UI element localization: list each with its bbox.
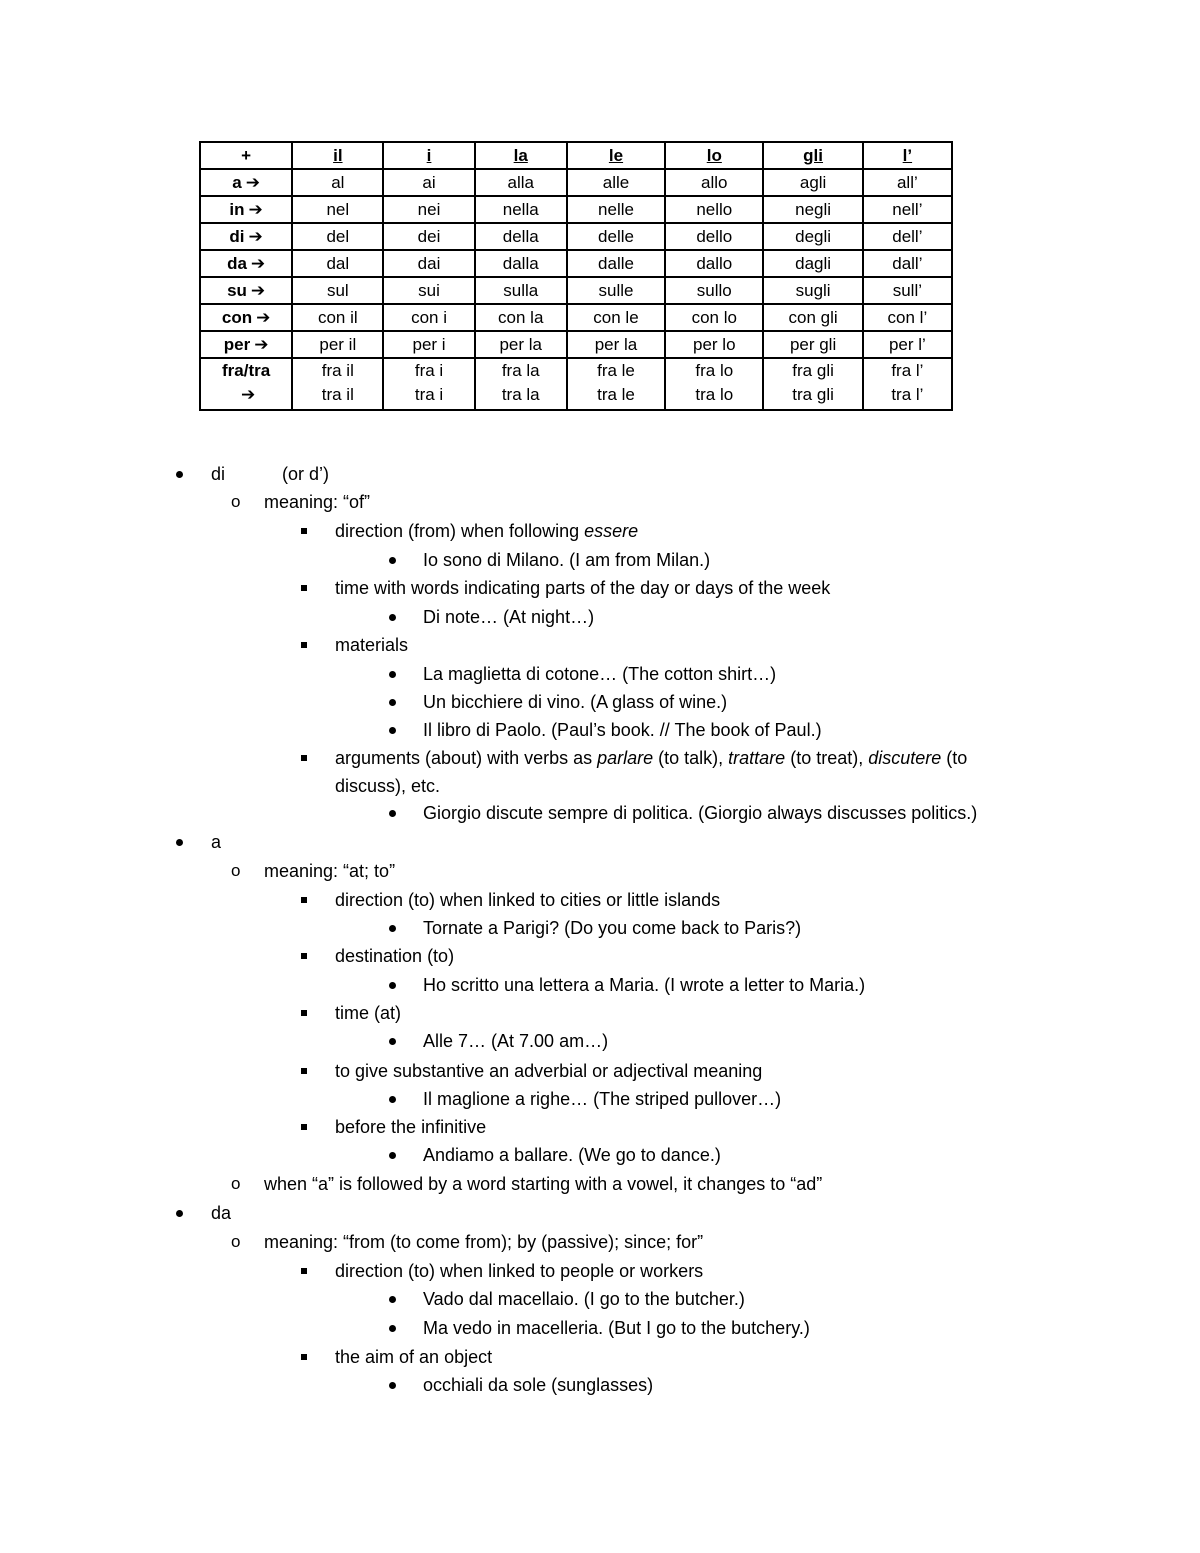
cell-text: tra le bbox=[597, 385, 635, 404]
table-cell bbox=[763, 250, 862, 277]
table-cell bbox=[863, 250, 952, 277]
cell-text: con l’ bbox=[887, 308, 928, 327]
italic-verb: essere bbox=[584, 521, 639, 541]
bullet-marker bbox=[389, 716, 396, 744]
table-cell bbox=[383, 169, 474, 196]
cell-text: fra lo bbox=[695, 361, 734, 380]
table-cell bbox=[665, 196, 763, 223]
example-text: Andiamo a ballare. (We go to dance.) bbox=[423, 1145, 721, 1165]
row-preposition bbox=[200, 196, 292, 223]
square-marker bbox=[301, 999, 307, 1027]
arrow-right-icon: ➔ bbox=[240, 385, 256, 404]
square-marker bbox=[301, 1257, 307, 1285]
usage-text: destination (to) bbox=[335, 946, 455, 966]
preposition-label: su bbox=[227, 281, 247, 300]
table-row bbox=[200, 169, 952, 196]
header-article: il bbox=[292, 142, 383, 169]
table-cell bbox=[383, 196, 474, 223]
table-row bbox=[200, 358, 952, 410]
cell-text: dalle bbox=[598, 254, 634, 273]
example-text: Un bicchiere di vino. (A glass of wine.) bbox=[423, 692, 728, 712]
arrow-right-icon: ➔ bbox=[256, 308, 271, 327]
bullet-marker bbox=[389, 1141, 396, 1169]
bullet-marker bbox=[389, 1085, 396, 1113]
table-cell bbox=[863, 331, 952, 358]
table-cell bbox=[567, 196, 665, 223]
table-header-row bbox=[200, 142, 952, 169]
cell-text: tra lo bbox=[695, 385, 734, 404]
bullet-marker bbox=[389, 1027, 396, 1055]
bullet-marker bbox=[389, 1314, 396, 1342]
table-cell bbox=[475, 196, 567, 223]
cell-text: alla bbox=[507, 173, 534, 192]
bullet-marker bbox=[176, 1199, 183, 1227]
cell-text: fra le bbox=[597, 361, 635, 380]
cell-text: alle bbox=[602, 173, 630, 192]
cell-text: allo bbox=[701, 173, 728, 192]
cell-text: dalla bbox=[502, 254, 539, 273]
cell-text: del bbox=[326, 227, 350, 246]
table-cell bbox=[665, 277, 763, 304]
cell-text: nello bbox=[696, 200, 733, 219]
usage-text: direction (to) when linked to people or workers bbox=[335, 1261, 704, 1281]
cell-text: tra il bbox=[321, 385, 354, 404]
cell-text: per la bbox=[499, 335, 542, 354]
cell-text: fra il bbox=[321, 361, 354, 380]
table-cell bbox=[383, 277, 474, 304]
cell-text: con i bbox=[411, 308, 447, 327]
cell-text: per il bbox=[319, 335, 357, 354]
note-text: when “a” is followed by a word starting with a vowel, it changes to “ad” bbox=[264, 1174, 823, 1194]
example-text: Il maglione a righe… (The striped pullover…) bbox=[423, 1089, 782, 1109]
row-preposition bbox=[200, 169, 292, 196]
table-body bbox=[200, 169, 952, 410]
table-cell bbox=[567, 223, 665, 250]
cell-text: con la bbox=[498, 308, 544, 327]
bullet-marker bbox=[176, 828, 183, 856]
row-preposition bbox=[200, 277, 292, 304]
square-marker bbox=[301, 1343, 307, 1371]
cell-text: dagli bbox=[795, 254, 832, 273]
cell-text: negli bbox=[795, 200, 832, 219]
table-cell bbox=[292, 250, 383, 277]
table-row bbox=[200, 331, 952, 358]
bullet-marker bbox=[389, 660, 396, 688]
cell-text: dai bbox=[417, 254, 441, 273]
table-cell bbox=[475, 331, 567, 358]
table-cell bbox=[863, 196, 952, 223]
usage-text bbox=[335, 517, 638, 545]
header-article: i bbox=[383, 142, 474, 169]
bullet-marker bbox=[389, 1285, 396, 1313]
arrow-right-icon: ➔ bbox=[245, 173, 260, 192]
cell-text: dall’ bbox=[892, 254, 923, 273]
square-marker bbox=[301, 1057, 307, 1085]
arrow-right-icon: ➔ bbox=[254, 335, 269, 354]
cell-text: dell’ bbox=[892, 227, 923, 246]
cell-text: sullo bbox=[696, 281, 732, 300]
contraction-table bbox=[199, 141, 953, 411]
cell-text: dallo bbox=[696, 254, 733, 273]
header-article: lo bbox=[665, 142, 763, 169]
bullet-marker bbox=[176, 460, 183, 488]
table-cell bbox=[665, 358, 763, 410]
table-row bbox=[200, 223, 952, 250]
square-marker bbox=[301, 631, 307, 659]
cell-text: sugli bbox=[795, 281, 831, 300]
header-article: gli bbox=[763, 142, 862, 169]
bullet-marker bbox=[389, 603, 396, 631]
cell-text: per i bbox=[412, 335, 446, 354]
cell-text: dei bbox=[417, 227, 441, 246]
cell-text: tra gli bbox=[792, 385, 834, 404]
circle-marker: o bbox=[231, 1232, 241, 1251]
table-cell bbox=[292, 196, 383, 223]
italic-verb: parlare bbox=[597, 748, 654, 768]
example-text: Tornate a Parigi? (Do you come back to Paris?) bbox=[423, 918, 802, 938]
table-cell bbox=[665, 169, 763, 196]
bullet-marker bbox=[389, 914, 396, 942]
table-cell bbox=[567, 169, 665, 196]
table-cell bbox=[863, 277, 952, 304]
row-preposition bbox=[200, 250, 292, 277]
usage-text: time with words indicating parts of the day or days of the week bbox=[335, 578, 831, 598]
arrow-right-icon: ➔ bbox=[250, 281, 266, 300]
table-cell bbox=[475, 169, 567, 196]
cell-text: fra gli bbox=[792, 361, 834, 380]
circle-marker: o bbox=[231, 492, 241, 511]
square-marker bbox=[301, 1113, 307, 1141]
cell-text: con le bbox=[593, 308, 639, 327]
preposition-label: a bbox=[232, 173, 242, 192]
square-marker bbox=[301, 886, 307, 914]
arrow-right-icon: ➔ bbox=[250, 254, 266, 273]
table-cell bbox=[567, 304, 665, 331]
cell-text: sulla bbox=[503, 281, 539, 300]
example-text: Di note… (At night…) bbox=[423, 607, 595, 627]
row-preposition bbox=[200, 358, 292, 410]
arrow-right-icon: ➔ bbox=[248, 200, 263, 219]
usage-text-part: (to bbox=[941, 748, 968, 768]
example-text: Il libro di Paolo. (Paul’s book. // The book of Paul.) bbox=[423, 720, 822, 740]
table-row bbox=[200, 196, 952, 223]
usage-text: materials bbox=[335, 635, 409, 655]
table-cell bbox=[475, 250, 567, 277]
cell-text: nelle bbox=[598, 200, 634, 219]
cell-text: per l’ bbox=[888, 335, 926, 354]
usage-text: to give substantive an adverbial or adjectival meaning bbox=[335, 1061, 763, 1081]
cell-text: nella bbox=[502, 200, 539, 219]
table-cell bbox=[475, 223, 567, 250]
usage-text-part: (to treat), bbox=[785, 748, 869, 768]
cell-text: per gli bbox=[789, 335, 837, 354]
cell-text: tra la bbox=[501, 385, 540, 404]
cell-text: per la bbox=[594, 335, 638, 354]
bullet-marker bbox=[389, 688, 396, 716]
table-cell bbox=[665, 223, 763, 250]
table-cell bbox=[763, 196, 862, 223]
cell-text: sui bbox=[418, 281, 440, 300]
cell-text: tra i bbox=[414, 385, 444, 404]
cell-text: fra i bbox=[414, 361, 444, 380]
bullet-marker bbox=[389, 546, 396, 574]
cell-text: sulle bbox=[598, 281, 634, 300]
table-cell bbox=[763, 169, 862, 196]
cell-text: con il bbox=[317, 308, 358, 327]
table-cell bbox=[475, 358, 567, 410]
preposition-label: da bbox=[227, 254, 247, 273]
table-cell bbox=[863, 169, 952, 196]
square-marker bbox=[301, 574, 307, 602]
table-cell bbox=[292, 304, 383, 331]
example-text: Ho scritto una lettera a Maria. (I wrote a letter to Maria.) bbox=[423, 975, 866, 995]
header-article: l’ bbox=[863, 142, 952, 169]
table-row bbox=[200, 304, 952, 331]
cell-text: sull’ bbox=[892, 281, 923, 300]
usage-text: discuss), etc. bbox=[335, 776, 441, 796]
cell-text: ai bbox=[422, 173, 436, 192]
cell-text: tra l’ bbox=[891, 385, 924, 404]
usage-text-part: direction (from) when following bbox=[335, 521, 585, 541]
table-cell bbox=[383, 304, 474, 331]
table-cell bbox=[475, 277, 567, 304]
preposition-di: di bbox=[211, 464, 226, 484]
table-cell bbox=[567, 277, 665, 304]
table-cell bbox=[383, 250, 474, 277]
table-cell bbox=[665, 331, 763, 358]
example-text: occhiali da sole (sunglasses) bbox=[423, 1375, 654, 1395]
row-preposition bbox=[200, 304, 292, 331]
row-preposition bbox=[200, 223, 292, 250]
table-cell bbox=[763, 331, 862, 358]
table-cell bbox=[475, 304, 567, 331]
preposition-label: in bbox=[229, 200, 245, 219]
example-text: Giorgio discute sempre di politica. (Giorgio always discusses politics.) bbox=[423, 803, 978, 823]
circle-marker: o bbox=[231, 1174, 241, 1193]
table-cell bbox=[763, 223, 862, 250]
table-cell bbox=[763, 277, 862, 304]
cell-text: all’ bbox=[896, 173, 918, 192]
table-cell bbox=[567, 250, 665, 277]
preposition-di-alt: (or d’) bbox=[282, 464, 330, 484]
table-row bbox=[200, 277, 952, 304]
square-marker bbox=[301, 517, 307, 545]
preposition-label: per bbox=[223, 335, 251, 354]
header-plus: + bbox=[200, 142, 292, 169]
usage-text bbox=[335, 744, 967, 772]
example-text: Ma vedo in macelleria. (But I go to the butchery.) bbox=[423, 1318, 810, 1338]
usage-text-part: (to talk), bbox=[653, 748, 729, 768]
usage-text: the aim of an object bbox=[335, 1347, 493, 1367]
header-article: la bbox=[475, 142, 567, 169]
cell-text: per lo bbox=[693, 335, 736, 354]
preposition-label: di bbox=[229, 227, 245, 246]
table-cell bbox=[763, 304, 862, 331]
usage-text: time (at) bbox=[335, 1003, 402, 1023]
table-cell bbox=[292, 358, 383, 410]
usage-text: direction (to) when linked to cities or little islands bbox=[335, 890, 721, 910]
table-cell bbox=[383, 358, 474, 410]
bullet-marker bbox=[389, 799, 396, 827]
italic-verb: discutere bbox=[868, 748, 942, 768]
preposition-label: con bbox=[221, 308, 253, 327]
table-cell bbox=[665, 250, 763, 277]
preposition-da: da bbox=[211, 1203, 232, 1223]
cell-text: delle bbox=[598, 227, 634, 246]
cell-text: fra la bbox=[501, 361, 540, 380]
cell-text: nell’ bbox=[892, 200, 923, 219]
cell-text: con gli bbox=[788, 308, 838, 327]
table-cell bbox=[383, 223, 474, 250]
example-text: Vado dal macellaio. (I go to the butcher.) bbox=[423, 1289, 745, 1309]
example-text: La maglietta di cotone… (The cotton shirt…) bbox=[423, 664, 777, 684]
table-cell bbox=[292, 169, 383, 196]
table-cell bbox=[292, 223, 383, 250]
cell-text: agli bbox=[799, 173, 827, 192]
square-marker bbox=[301, 942, 307, 970]
cell-text: degli bbox=[795, 227, 832, 246]
italic-verb: trattare bbox=[728, 748, 786, 768]
table-cell bbox=[292, 277, 383, 304]
table-cell bbox=[383, 331, 474, 358]
usage-text-part: arguments (about) with verbs as bbox=[335, 748, 598, 768]
example-text: Alle 7… (At 7.00 am…) bbox=[423, 1031, 609, 1051]
cell-text: dello bbox=[696, 227, 733, 246]
table-row bbox=[200, 250, 952, 277]
example-text: Io sono di Milano. (I am from Milan.) bbox=[423, 550, 711, 570]
meaning-text: meaning: “at; to” bbox=[264, 861, 396, 881]
row-preposition bbox=[200, 331, 292, 358]
bullet-marker bbox=[389, 1371, 396, 1399]
cell-text: nel bbox=[326, 200, 350, 219]
arrow-right-icon: ➔ bbox=[248, 227, 263, 246]
table-cell bbox=[292, 331, 383, 358]
table-cell bbox=[863, 304, 952, 331]
table-cell bbox=[863, 358, 952, 410]
preposition-a: a bbox=[211, 832, 222, 852]
table-cell bbox=[665, 304, 763, 331]
table-cell bbox=[567, 331, 665, 358]
cell-text: della bbox=[502, 227, 539, 246]
bullet-marker bbox=[389, 971, 396, 999]
cell-text: dal bbox=[326, 254, 350, 273]
cell-text: con lo bbox=[691, 308, 737, 327]
cell-text: nei bbox=[417, 200, 441, 219]
preposition-label: fra/tra bbox=[222, 361, 271, 380]
table-cell bbox=[763, 358, 862, 410]
meaning-text: meaning: “of” bbox=[264, 492, 371, 512]
meaning-text: meaning: “from (to come from); by (passive); since; for” bbox=[264, 1232, 704, 1252]
circle-marker: o bbox=[231, 861, 241, 880]
cell-text: fra l’ bbox=[891, 361, 924, 380]
square-marker bbox=[301, 744, 307, 772]
usage-text: before the infinitive bbox=[335, 1117, 487, 1137]
cell-text: al bbox=[331, 173, 345, 192]
table-cell bbox=[863, 223, 952, 250]
cell-text: sul bbox=[326, 281, 349, 300]
header-article: le bbox=[567, 142, 665, 169]
table-cell bbox=[567, 358, 665, 410]
